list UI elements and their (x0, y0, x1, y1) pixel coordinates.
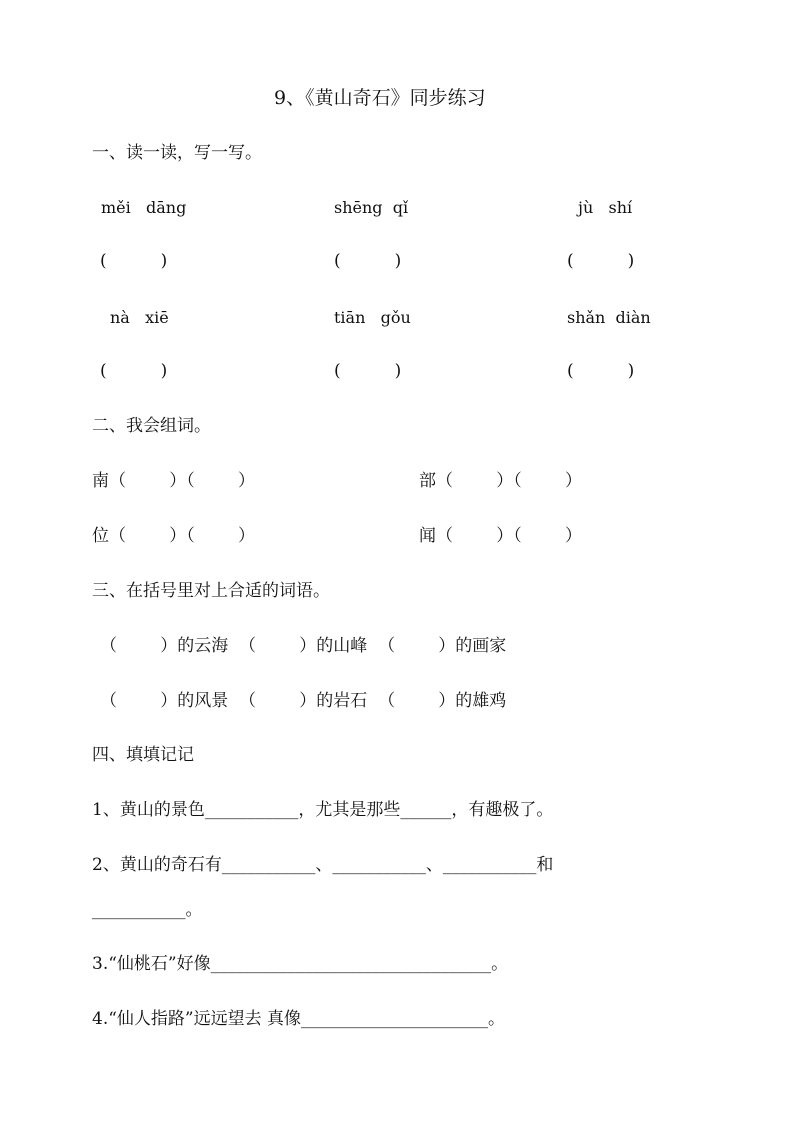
fill-item-4: 4.“仙人指路”远远望去 真像______________________。 (92, 1009, 506, 1029)
pinyin-1-3: jù shí (578, 198, 633, 217)
pinyin-2-3: shǎn diàn (567, 308, 651, 327)
section2-heading: 二、我会组词。 (92, 416, 211, 436)
section1-heading: 一、读一读，写一写。 (92, 143, 262, 163)
answer-blank-1-2: ( ) (334, 251, 402, 271)
page-title: 9、《黄山奇石》同步练习 (274, 87, 486, 109)
fill-item-2-continued: ___________。 (92, 900, 203, 920)
pinyin-2-2: tiān gǒu (334, 308, 411, 327)
pinyin-1-2: shēng qǐ (334, 198, 409, 217)
answer-blank-2-3: ( ) (567, 361, 635, 381)
answer-blank-2-1: ( ) (100, 361, 168, 381)
word-group-line-2-right: 闻（ ）（ ） (419, 526, 582, 546)
answer-blank-1-1: ( ) (100, 251, 168, 271)
section4-heading: 四、填填记记 (92, 745, 194, 765)
pinyin-1-1: měi dāng (101, 198, 187, 217)
answer-blank-2-2: ( ) (334, 361, 402, 381)
fill-item-2: 2、黄山的奇石有___________、___________、___________和 (92, 855, 554, 875)
word-group-line-1-left: 南（ ）（ ） (92, 471, 255, 491)
word-group-line-2-left: 位（ ）（ ） (92, 526, 255, 546)
answer-blank-1-3: ( ) (567, 251, 635, 271)
section3-heading: 三、在括号里对上合适的词语。 (92, 581, 330, 601)
match-line-1: （ ）的云海 （ ）的山峰 （ ）的画家 (100, 636, 507, 656)
match-line-2: （ ）的风景 （ ）的岩石 （ ）的雄鸡 (100, 691, 507, 711)
fill-item-3: 3.“仙桃石”好像_________________________________。 (92, 954, 509, 974)
fill-item-1: 1、黄山的景色___________，尤其是那些______，有趣极了。 (92, 800, 554, 820)
word-group-line-1-right: 部（ ）（ ） (419, 471, 582, 491)
pinyin-2-1: nà xiē (110, 308, 169, 327)
